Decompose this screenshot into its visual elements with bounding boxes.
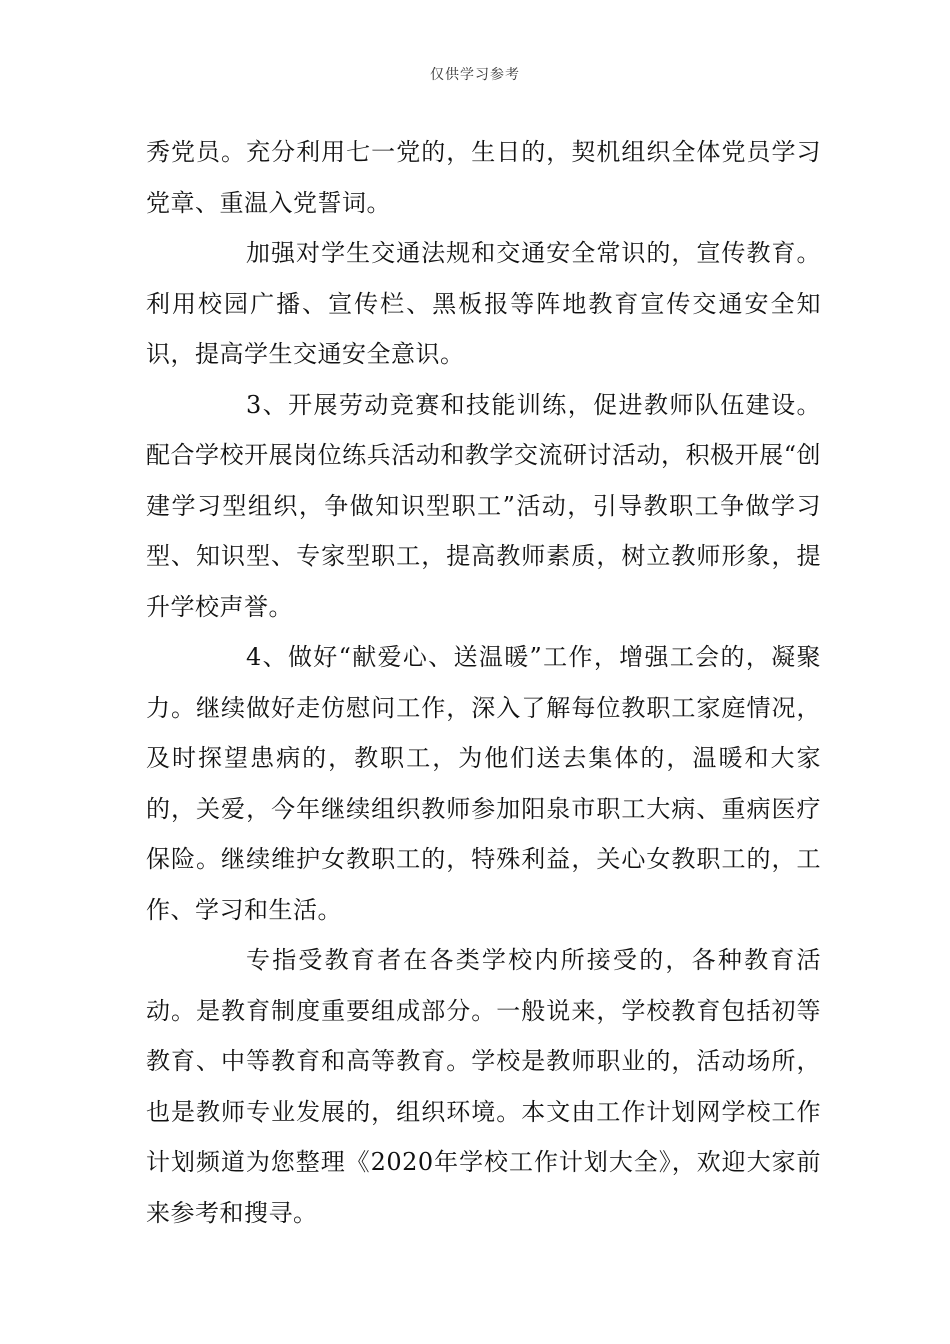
document-body bbox=[146, 127, 821, 1238]
paragraph-4: 4、做好“献爱心、送温暖”工作，增强工会的，凝聚力。继续做好走仿慰问工作，深入了解每位教职工家庭情况，及时探望患病的，教职工，为他们送去集体的，温暖和大家的，关爱，今年继续组织教师参加阳泉市职工大病、重病医疗保险。继续维护女教职工的，特殊利益，关心女教职工的，工作、学习和生活。 bbox=[146, 643, 821, 924]
paragraph-3: 3、开展劳动竞赛和技能训练，促进教师队伍建设。配合学校开展岗位练兵活动和教学交流研讨活动，积极开展“创建学习型组织，争做知识型职工”活动，引导教职工争做学习型、知识型、专家型职工，提高教师素质，树立教师形象，提升学校声誉。 bbox=[146, 390, 821, 621]
paragraph-1: 秀党员。充分利用七一党的，生日的，契机组织全体党员学习党章、重温入党誓词。 bbox=[146, 138, 821, 217]
paragraph-5: 专指受教育者在各类学校内所接受的，各种教育活动。是教育制度重要组成部分。一般说来，学校教育包括初等教育、中等教育和高等教育。学校是教师职业的，活动场所，也是教师专业发展的，组织环境。本文由工作计划网学校工作计划频道为您整理《2020年学校工作计划大全》，欢迎大家前来参考和搜寻。 bbox=[146, 946, 821, 1227]
page-header: 仅供学习参考 bbox=[430, 67, 520, 83]
paragraph-2: 加强对学生交通法规和交通安全常识的，宣传教育。利用校园广播、宣传栏、黑板报等阵地教育宣传交通安全知识，提高学生交通安全意识。 bbox=[146, 239, 821, 368]
